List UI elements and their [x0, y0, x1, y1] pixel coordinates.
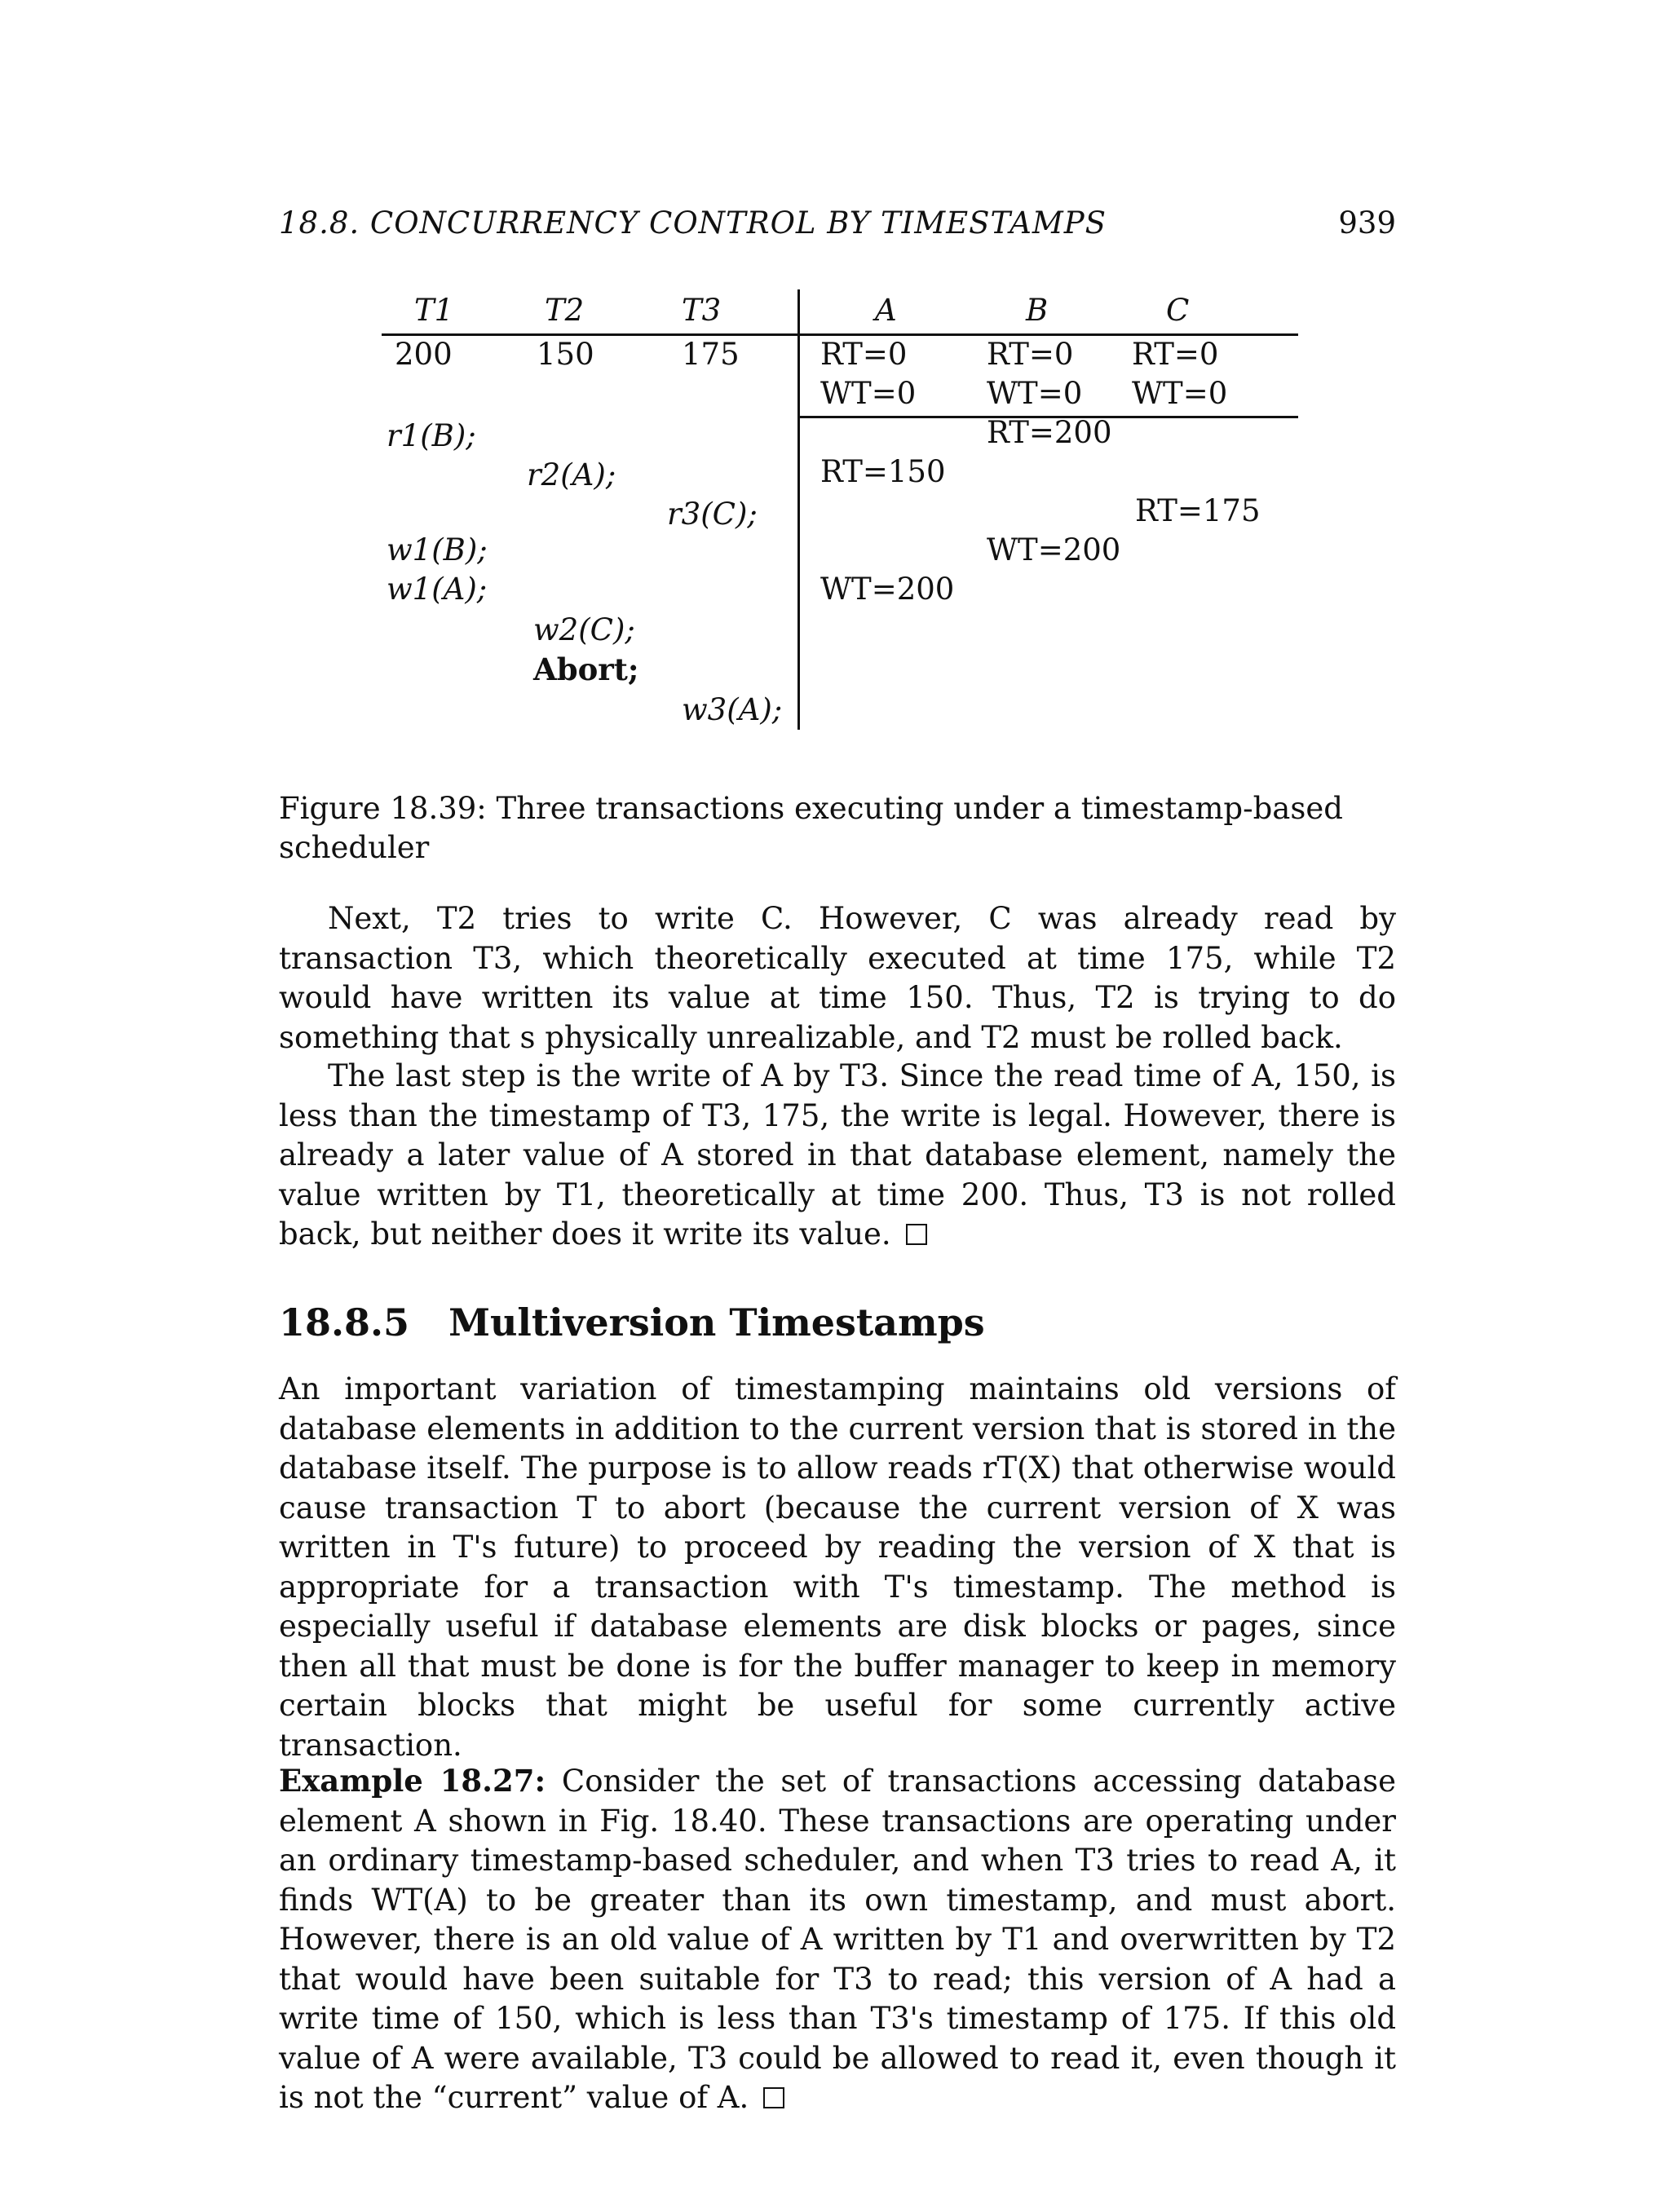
- qed-box-icon: [763, 2087, 784, 2108]
- b-initial-wt: WT=0: [987, 376, 1083, 411]
- header-b: B: [1026, 293, 1049, 328]
- section-title: Multiversion Timestamps: [448, 1300, 985, 1344]
- header-t3: T3: [682, 293, 722, 328]
- section-number: 18.8.5: [279, 1300, 410, 1344]
- step-abort: Abort;: [533, 651, 639, 687]
- paragraph-last-step: The last step is the write of A by T3. Since the read time of A, 150, is less than the timestamp of T3, 175, the write is legal. However, there is already a later value of A stored in that database element, namely the value written by T1, theoretically at time 200. Thus, T3 is not rolled back, but neither does it write its value.: [279, 1058, 1396, 1252]
- b-initial-rt: RT=0: [987, 337, 1074, 372]
- a-initial-wt: WT=0: [820, 376, 917, 411]
- step-r3-c: r3(C);: [667, 497, 758, 532]
- timestamp-t2: 150: [537, 337, 594, 372]
- page-number: 939: [1338, 205, 1396, 241]
- paragraph-multiversion: An important variation of timestamping maintains old versions of database elements in addition to the current version that is stored in the database itself. The purpose is to allow reads rT(X) that otherwise would cause transaction T to abort (because the current version of X was written in T's future) to proceed by reading the version of X that is appropriate for a transaction with T's timestamp. The method is especially useful if database elements are disk blocks or pages, since then all that must be done is for the buffer manager to keep in memory certain blocks that might be useful for some currently active transaction.: [279, 1371, 1396, 1763]
- step-w2-c: w2(C);: [533, 612, 635, 647]
- paragraph-example-18-27: Example 18.27: Consider the set of transactions accessing database element A shown in Fig. 18.40. These transactions are operating under an ordinary timestamp-based scheduler, and when T3 tries to read A, it finds WT(A) to be greater than its own timestamp, and must abort. However, there is an old value of A written by T1 and overwritten by T2 that would have been suitable for T3 to read; this version of A had a write time of 150, which is less than T3's timestamp of 175. If this old value of A were available, T3 could be allowed to read it, even though it is not the “current” value of A.: [279, 1763, 1396, 2115]
- column-divider: [797, 289, 800, 730]
- header-t1: T1: [414, 293, 454, 328]
- step-r1-b: r1(B);: [387, 418, 476, 453]
- a-initial-rt: RT=0: [820, 337, 908, 372]
- step-w1-a: w1(A);: [387, 572, 488, 607]
- header-a: A: [875, 293, 897, 328]
- paragraph-next-t2: Next, T2 tries to write C. However, C was already read by transaction T3, which theoretically executed at time 175, while T2 would have written its value at time 150. Thus, T2 is trying to do something that s physically unrealizable, and T2 must be rolled back.: [279, 901, 1396, 1055]
- figure-caption: Figure 18.39: Three transactions executing under a timestamp-based scheduler: [279, 791, 1343, 865]
- qed-box-icon: [906, 1224, 927, 1245]
- section-heading: [279, 1300, 985, 1344]
- header-t2: T2: [545, 293, 585, 328]
- b-rt-200: RT=200: [987, 415, 1112, 450]
- timestamp-t1: 200: [395, 337, 453, 372]
- step-w3-a: w3(A);: [682, 692, 783, 727]
- step-r2-a: r2(A);: [527, 457, 616, 492]
- c-initial-wt: WT=0: [1132, 376, 1228, 411]
- b-wt-200: WT=200: [987, 532, 1121, 567]
- running-head-title: 18.8. CONCURRENCY CONTROL BY TIMESTAMPS: [279, 205, 1107, 241]
- timestamp-schedule-table: [382, 289, 1298, 730]
- header-rule: [382, 333, 1298, 336]
- c-initial-rt: RT=0: [1132, 337, 1219, 372]
- example-label: Example 18.27:: [279, 1763, 546, 1799]
- a-wt-200: WT=200: [820, 572, 955, 607]
- a-rt-150: RT=150: [820, 454, 946, 489]
- running-head: [279, 205, 1396, 254]
- header-c: C: [1166, 293, 1190, 328]
- step-w1-b: w1(B);: [387, 532, 488, 567]
- c-rt-175: RT=175: [1135, 493, 1261, 528]
- timestamp-t3: 175: [682, 337, 740, 372]
